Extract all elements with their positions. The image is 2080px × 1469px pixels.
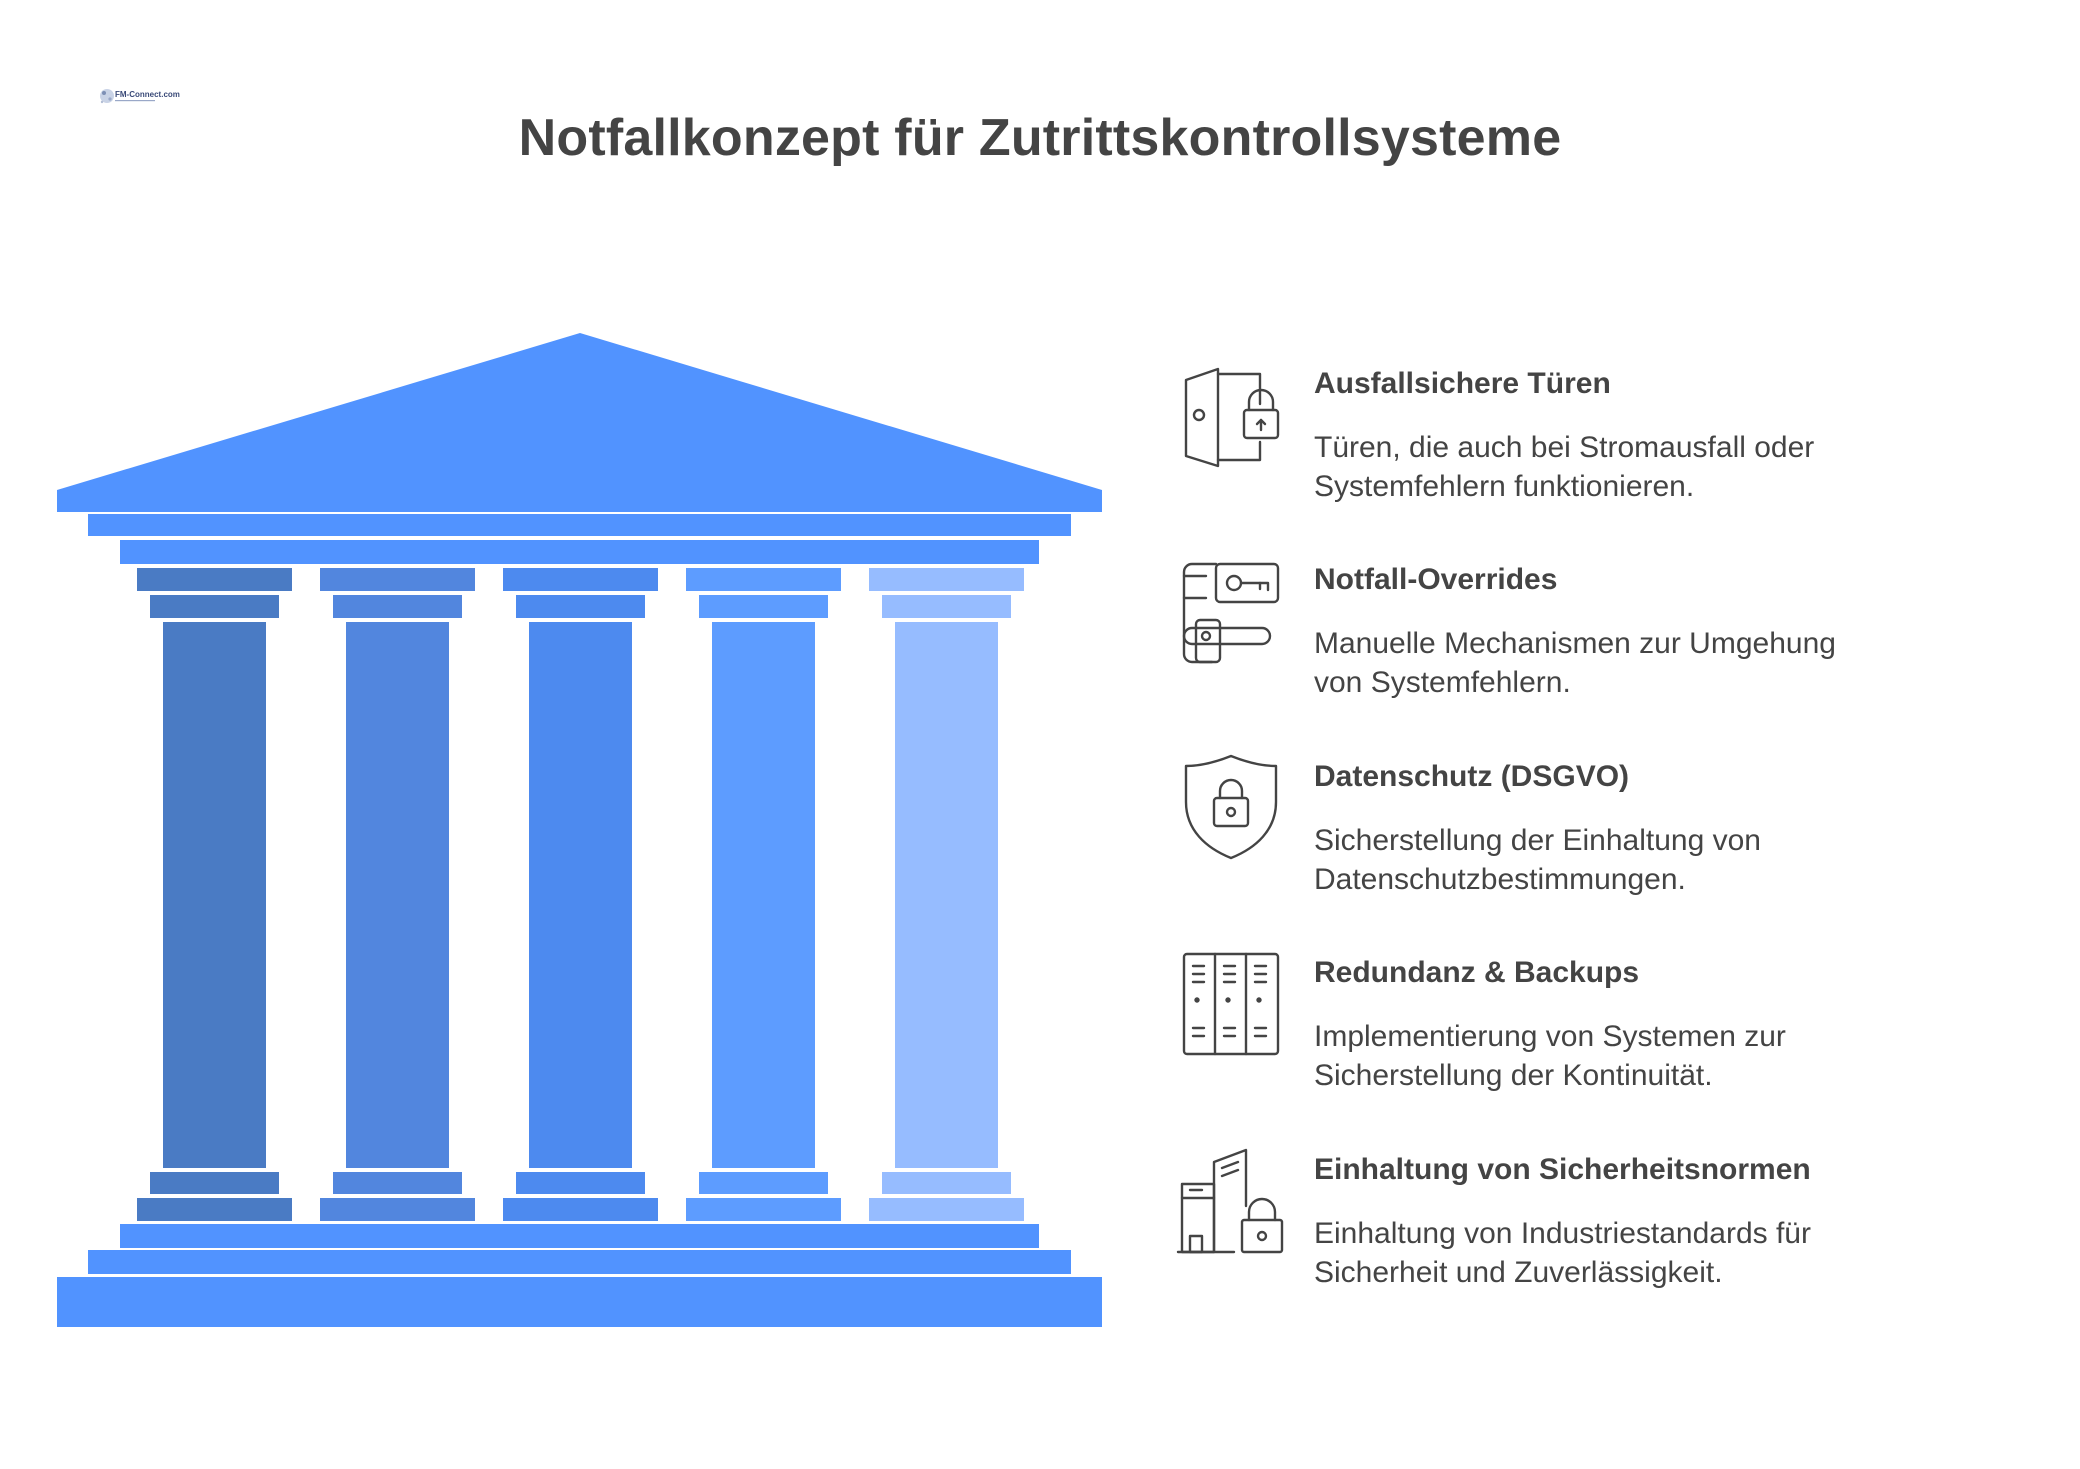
pillar-5	[869, 568, 1024, 1221]
entablature-2	[120, 540, 1039, 564]
pillar-3	[503, 568, 658, 1221]
temple-roof	[57, 333, 1102, 490]
base-step-2	[88, 1250, 1071, 1274]
door-lock-icon	[1176, 360, 1286, 470]
server-rack-icon	[1176, 948, 1286, 1058]
item-title: Datenschutz (DSGVO)	[1314, 760, 1630, 793]
item-title: Einhaltung von Sicherheitsnormen	[1314, 1153, 1811, 1186]
item-title: Redundanz & Backups	[1314, 956, 1640, 989]
svg-text:FM-Connect.com: FM-Connect.com	[115, 90, 180, 99]
item-title: Notfall-Overrides	[1314, 563, 1558, 596]
key-door-handle-icon	[1176, 556, 1286, 666]
page-title: Notfallkonzept für Zutrittskontrollsysteme	[518, 109, 1562, 167]
item-description: Implementierung von Systemen zur Sicherstellung der Kontinuität.	[1314, 1020, 1786, 1092]
item-description: Manuelle Mechanismen zur Umgehung von Systemfehlern.	[1314, 627, 1836, 699]
pillar-4	[686, 568, 841, 1221]
pillar-2	[320, 568, 475, 1221]
pillar-1	[137, 568, 292, 1221]
item-description: Sicherstellung der Einhaltung von Datenschutzbestimmungen.	[1314, 824, 1761, 896]
roof-base	[57, 490, 1102, 512]
item-description: Türen, die auch bei Stromausfall oder Systemfehlern funktionieren.	[1314, 431, 1815, 503]
shield-lock-icon	[1176, 752, 1286, 862]
item-description: Einhaltung von Industriestandards für Sicherheit und Zuverlässigkeit.	[1314, 1217, 1811, 1289]
entablature-1	[88, 514, 1071, 536]
item-title: Ausfallsichere Türen	[1314, 367, 1611, 400]
base-step-3	[57, 1277, 1102, 1327]
base-step-1	[120, 1224, 1039, 1248]
building-lock-icon	[1176, 1146, 1286, 1256]
